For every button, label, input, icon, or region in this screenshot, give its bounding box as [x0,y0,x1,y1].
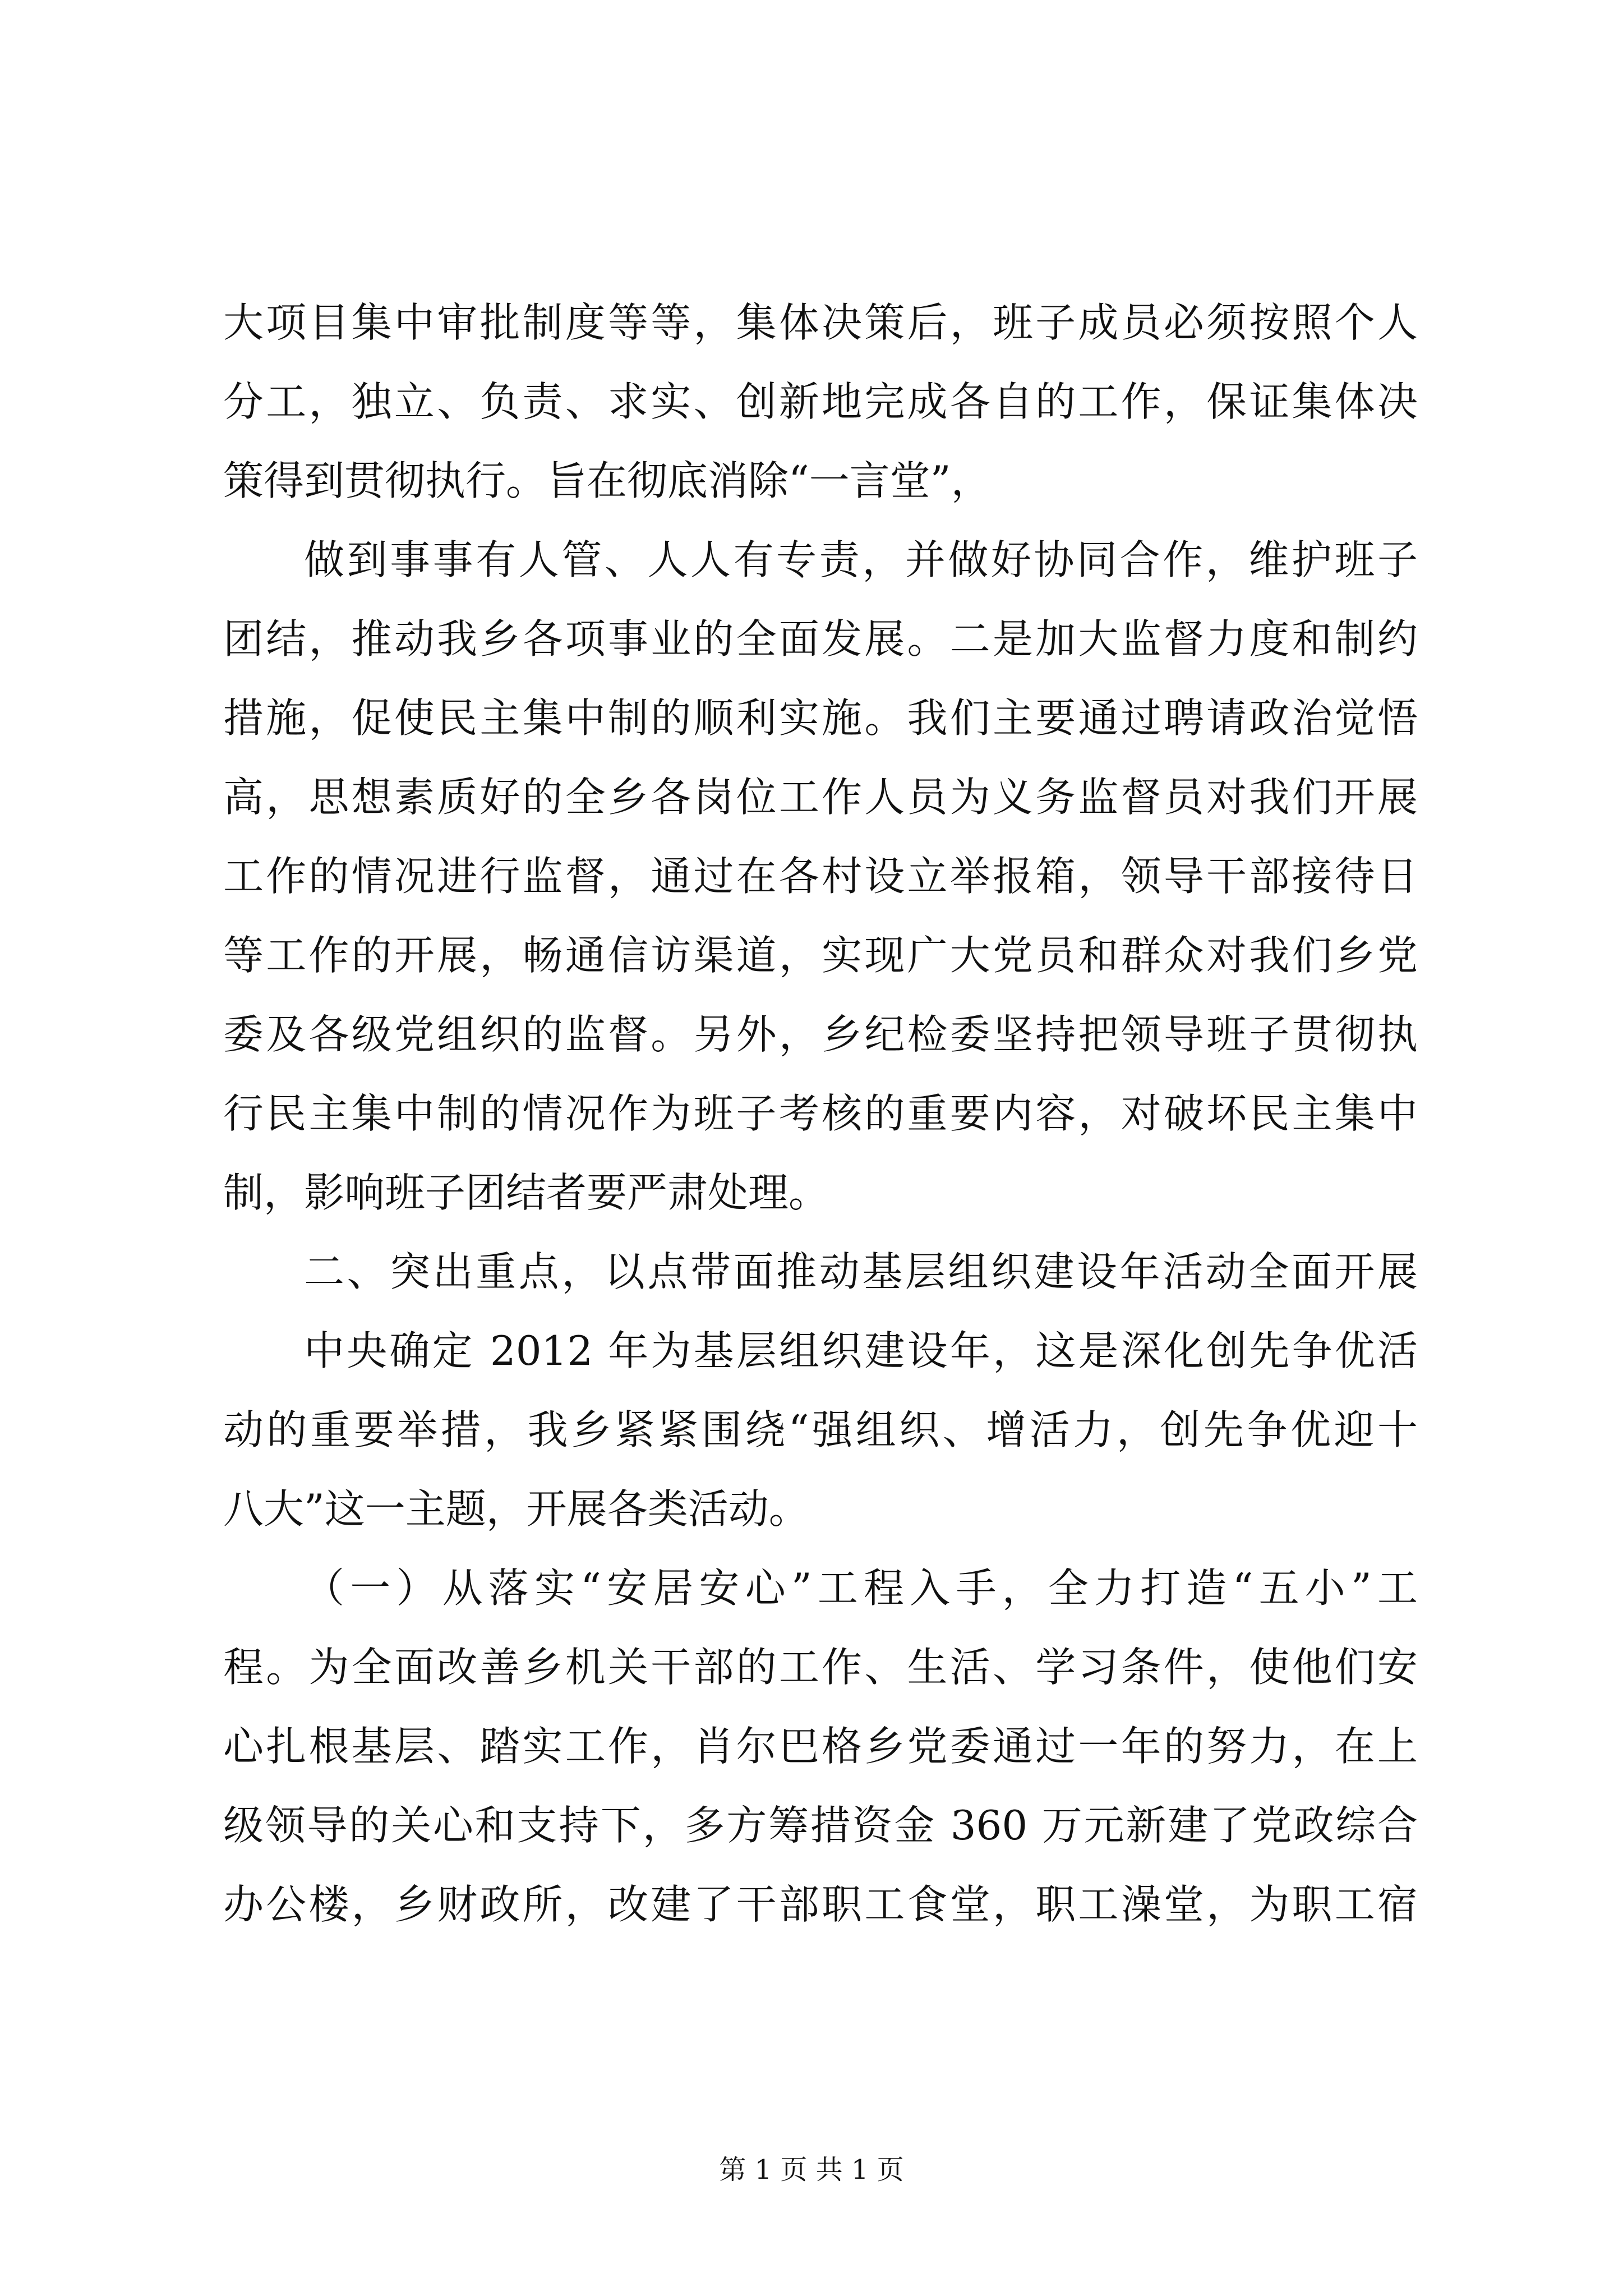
text-line: 程。为全面改善乡机关干部的工作、生活、学习条件，使他们安 [223,1644,1418,1691]
text-line: （一）从落实“安居安心”工程入手，全力打造“五小”工 [304,1565,1418,1612]
text-line: 高，思想素质好的全乡各岗位工作人员为义务监督员对我们开展 [223,774,1418,821]
text-line: 工作的情况进行监督，通过在各村设立举报箱，领导干部接待日 [223,853,1418,900]
text-line: 做到事事有人管、人人有专责，并做好协同合作，维护班子 [304,536,1418,583]
text-line: 办公楼，乡财政所，改建了干部职工食堂，职工澡堂，为职工宿 [223,1881,1418,1928]
text-line: 措施，促使民主集中制的顺利实施。我们主要通过聘请政治觉悟 [223,694,1418,742]
text-line: 团结，推动我乡各项事业的全面发展。二是加大监督力度和制约 [223,615,1418,662]
text-line: 委及各级党组织的监督。另外，乡纪检委坚持把领导班子贯彻执 [223,1011,1418,1058]
text-line: 动的重要举措，我乡紧紧围绕“强组织、增活力，创先争优迎十 [223,1406,1418,1453]
text-line: 策得到贯彻执行。旨在彻底消除“一言堂”， [223,457,992,504]
text-line: 大项目集中审批制度等等，集体决策后，班子成员必须按照个人 [223,299,1418,346]
text-line: 行民主集中制的情况作为班子考核的重要内容，对破坏民主集中 [223,1090,1418,1137]
text-line: 级领导的关心和支持下，多方筹措资金 360 万元新建了党政综合 [223,1802,1418,1849]
text-line: 八大”这一主题，开展各类活动。 [223,1485,809,1533]
text-line: 分工，独立、负责、求实、创新地完成各自的工作，保证集体决 [223,378,1418,425]
page-footer: 第 1 页 共 1 页 [719,2154,904,2185]
text-line: 中央确定 2012 年为基层组织建设年，这是深化创先争优活 [304,1327,1418,1374]
text-line: 制，影响班子团结者要严肃处理。 [223,1169,829,1216]
text-line: 二、突出重点，以点带面推动基层组织建设年活动全面开展 [304,1248,1418,1295]
document-body [223,283,1418,1944]
text-line: 心扎根基层、踏实工作，肖尔巴格乡党委通过一年的努力，在上 [223,1723,1418,1770]
text-line: 等工作的开展，畅通信访渠道，实现广大党员和群众对我们乡党 [223,932,1418,979]
